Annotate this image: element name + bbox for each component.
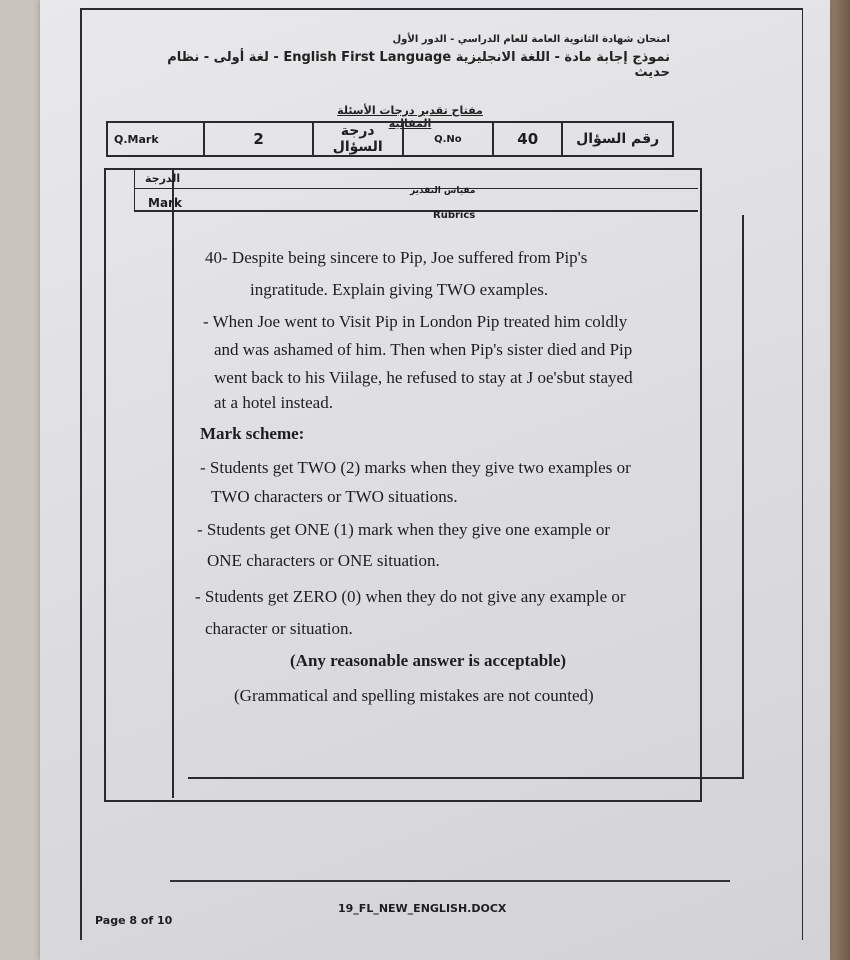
scheme-item-1-line-1: - Students get TWO (2) marks when they give two examples or (200, 458, 631, 477)
q-no-value: 40 (493, 122, 562, 156)
exam-header-line3: مفتاح تقدير درجات الأسئلة المقالية (337, 104, 483, 130)
answer-line-3: went back to his Viilage, he refused to stay at J oe'sbut stayed (214, 368, 633, 387)
scheme-item-3-line-1: - Students get ZERO (0) when they do not give any example or (195, 587, 626, 606)
scheme-item-1-line-2: TWO characters or TWO situations. (211, 487, 458, 506)
rubric-column-divider (172, 168, 174, 798)
answer-line-2: and was ashamed of him. Then when Pip's sister died and Pip (214, 340, 633, 359)
answer-line-4: at a hotel instead. (214, 393, 333, 412)
question-line-1: 40- Despite being sincere to Pip, Joe suffered from Pip's (205, 248, 588, 267)
q-no-label: Q.No (403, 122, 493, 156)
q-mark-value: 2 (204, 122, 312, 156)
question-line-2: ingratitude. Explain giving TWO examples. (250, 280, 549, 299)
exam-header-line2: نموذج إجابة مادة - اللغة الانجليزية English First Language - لغة أولى - نظام حديث (167, 50, 670, 80)
rubrics-label-en: Rubrics (433, 210, 476, 221)
exam-header-line1: امتحان شهادة الثانوية العامة للعام الدراسي - الدور الأول (392, 34, 670, 45)
scheme-item-2-line-2: ONE characters or ONE situation. (207, 551, 440, 570)
rubric-header-divider (134, 210, 698, 212)
scheme-item-2-line-1: - Students get ONE (1) mark when they give one example or (197, 520, 611, 539)
acceptable-note: (Any reasonable answer is acceptable) (290, 651, 567, 670)
mark-label-ar: الدرجة (145, 172, 181, 185)
file-name: 19_FL_NEW_ENGLISH.DOCX (338, 902, 507, 915)
q-number-label-ar: رقم السؤال (562, 122, 673, 156)
q-mark-label: Q.Mark (107, 122, 204, 156)
rubric-left-divider (134, 168, 135, 212)
scheme-item-3-line-2: character or situation. (205, 619, 353, 638)
grammar-note: (Grammatical and spelling mistakes are not counted) (234, 686, 594, 705)
question-info-table (106, 121, 674, 157)
footer-rule (170, 880, 730, 882)
mark-label-en: Mark (148, 196, 182, 210)
rubrics-label-ar: مقياس التقدير (410, 186, 476, 196)
answer-line-1: - When Joe went to Visit Pip in London Pip treated him coldly (203, 312, 628, 331)
mark-scheme-title: Mark scheme: (200, 424, 305, 443)
q-degree-label-ar: درجة السؤال (313, 122, 403, 156)
page-number: Page 8 of 10 (95, 914, 173, 927)
